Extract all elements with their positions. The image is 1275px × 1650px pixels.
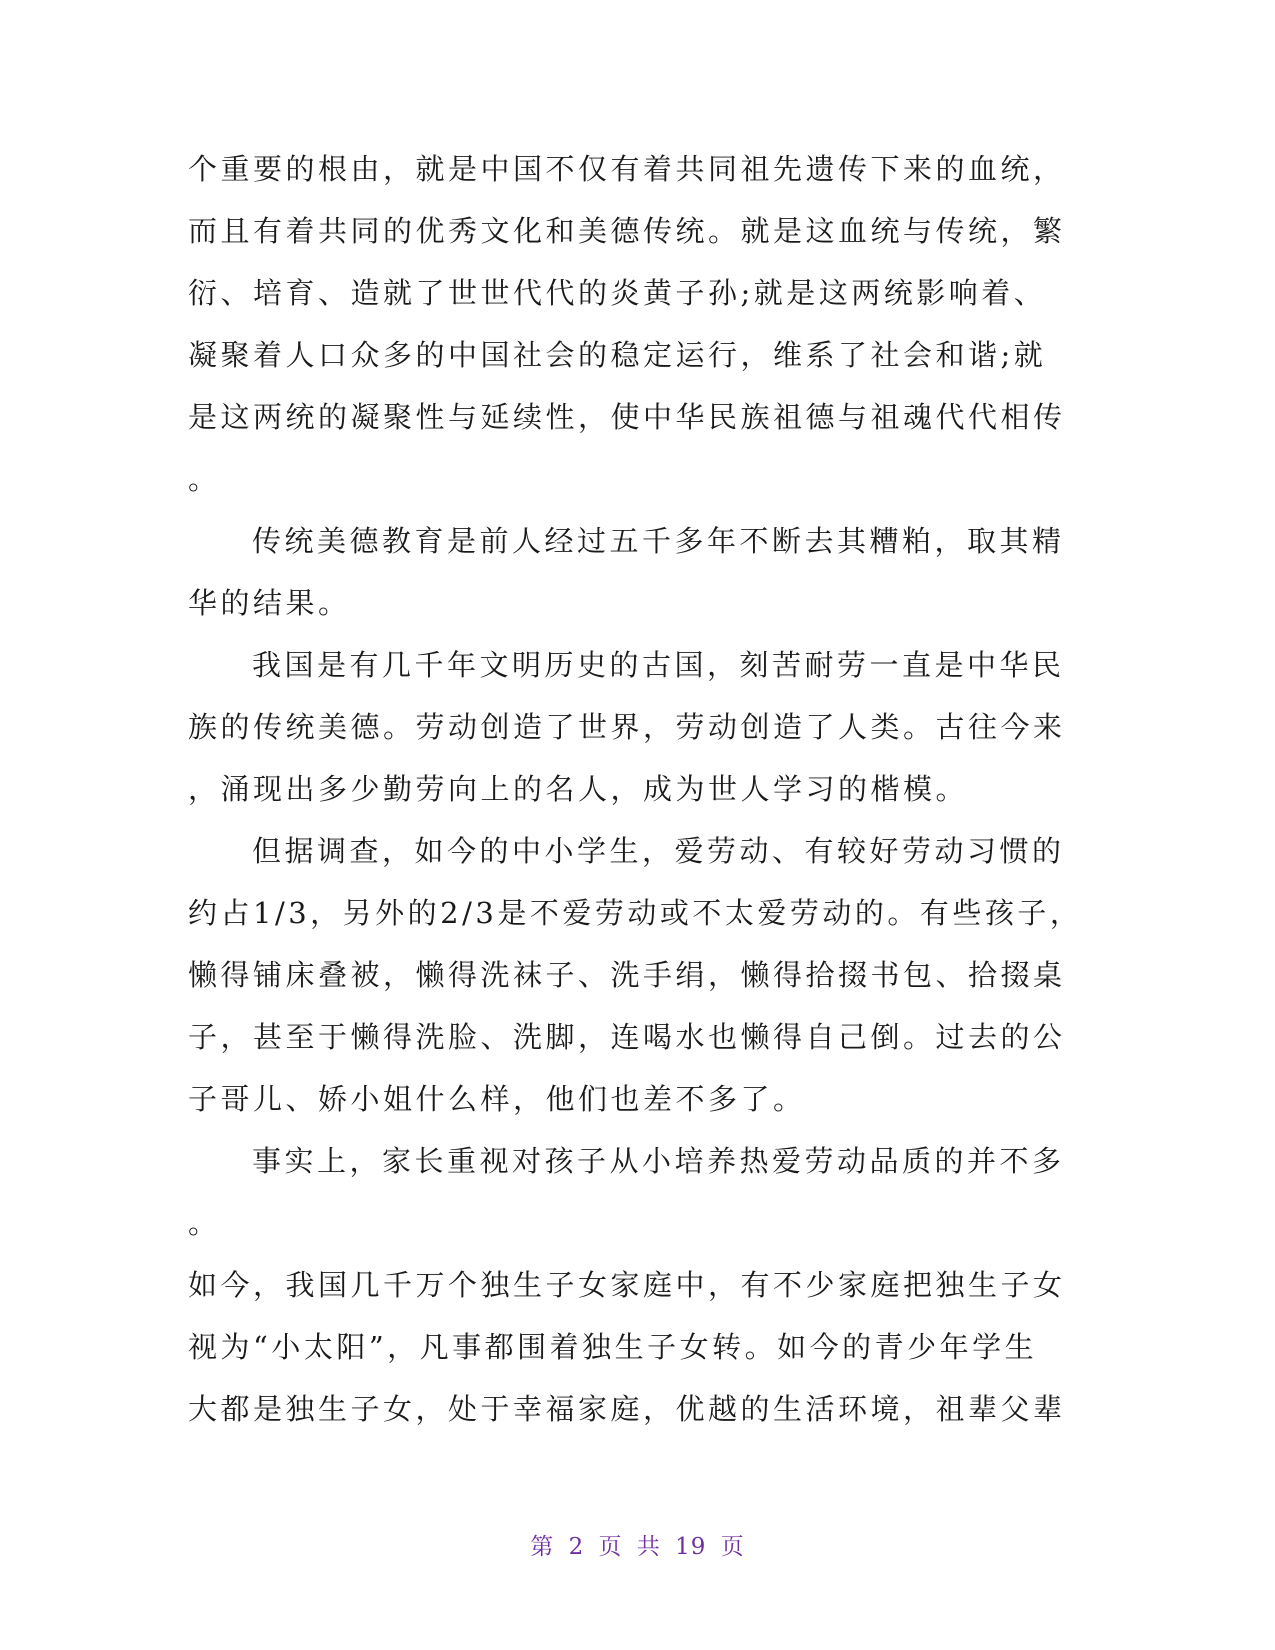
text-line: 凝聚着人口众多的中国社会的稳定运行，维系了社会和谐;就: [188, 338, 1047, 372]
text-line: ，涌现出多少勤劳向上的名人，成为世人学习的楷模。: [188, 772, 969, 806]
text-line: 视为“小太阳”，凡事都围着独生子女转。如今的青少年学生: [188, 1330, 1038, 1364]
paragraph-start-line: 事实上，家长重视对孩子从小培养热爱劳动品质的并不多: [252, 1144, 1065, 1178]
text-line: 而且有着共同的优秀文化和美德传统。就是这血统与传统，繁: [188, 214, 1066, 248]
text-line: 子，甚至于懒得洗脸、洗脚，连喝水也懒得自己倒。过去的公: [188, 1020, 1066, 1054]
text-line: 。: [188, 462, 221, 496]
text-line: 懒得铺床叠被，懒得洗袜子、洗手绢，懒得拾掇书包、拾掇桌: [188, 958, 1066, 992]
text-line: 大都是独生子女，处于幸福家庭，优越的生活环境，祖辈父辈: [188, 1392, 1066, 1426]
paragraph-start-line: 传统美德教育是前人经过五千多年不断去其糟粕，取其精: [252, 524, 1065, 558]
text-line: 约占1/3，另外的2/3是不爱劳动或不太爱劳动的。有些孩子，: [188, 896, 1083, 930]
text-line: 。: [188, 1206, 221, 1240]
text-line: 子哥儿、娇小姐什么样，他们也差不多了。: [188, 1082, 806, 1116]
page-number-footer: 第 2 页 共 19 页: [530, 1534, 745, 1560]
text-line: 如今，我国几千万个独生子女家庭中，有不少家庭把独生子女: [188, 1268, 1066, 1302]
document-body: [188, 138, 1088, 1440]
text-line: 华的结果。: [188, 586, 351, 620]
text-line: 族的传统美德。劳动创造了世界，劳动创造了人类。古往今来: [188, 710, 1066, 744]
text-line: 衍、培育、造就了世世代代的炎黄子孙;就是这两统影响着、: [188, 276, 1047, 310]
paragraph-start-line: 我国是有几千年文明历史的古国，刻苦耐劳一直是中华民: [252, 648, 1065, 682]
text-line: 个重要的根由，就是中国不仅有着共同祖先遗传下来的血统，: [188, 152, 1066, 186]
text-line: 是这两统的凝聚性与延续性，使中华民族祖德与祖魂代代相传: [188, 400, 1066, 434]
paragraph-start-line: 但据调查，如今的中小学生，爱劳动、有较好劳动习惯的: [252, 834, 1065, 868]
